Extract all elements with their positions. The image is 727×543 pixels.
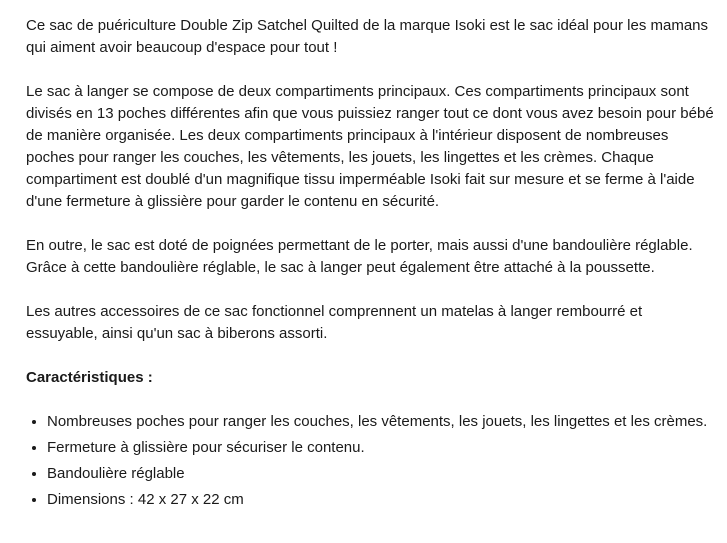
- accessories-paragraph: Les autres accessoires de ce sac fonctionnel comprennent un matelas à langer rembourré et essuyable, ainsi qu'un sac à biberons assorti.: [26, 303, 643, 342]
- list-item: • Nombreuses poches pour ranger les couches, les vêtements, les jouets, les lingettes et les crèmes.: [47, 411, 716, 433]
- list-item: • Fermeture à glissière pour sécuriser le contenu.: [47, 437, 716, 459]
- list-item: • Bandoulière réglable: [47, 463, 716, 485]
- straps-paragraph: En outre, le sac est doté de poignées permettant de le porter, mais aussi d'une bandoulière réglable. Grâce à cette bandoulière réglable, le sac à langer peut également être attaché à la poussette.: [26, 237, 693, 276]
- compartments-paragraph: Le sac à langer se compose de deux compartiments principaux. Ces compartiments principaux sont divisés en 13 poches différentes afin que vous puissiez ranger tout ce dont vous avez besoin pour bébé de manière organisée. Les deux compartiments principaux à l'intérieur disposent de nombreuses poches pour ranger les couches, les vêtements, les jouets, les lingettes et les crèmes. Chaque compartiment est doublé d'un magnifique tissu imperméable Isoki fait sur mesure et se ferme à l'aide d'une fermeture à glissière pour garder le contenu en sécurité.: [26, 83, 714, 210]
- list-item: • Dimensions : 42 x 27 x 22 cm: [47, 489, 716, 511]
- intro-paragraph: Ce sac de puériculture Double Zip Satchel Quilted de la marque Isoki est le sac idéal pour les mamans qui aiment avoir beaucoup d'espace pour tout !: [26, 17, 709, 56]
- features-heading: Caractéristiques :: [26, 369, 153, 386]
- features-list: [26, 411, 716, 511]
